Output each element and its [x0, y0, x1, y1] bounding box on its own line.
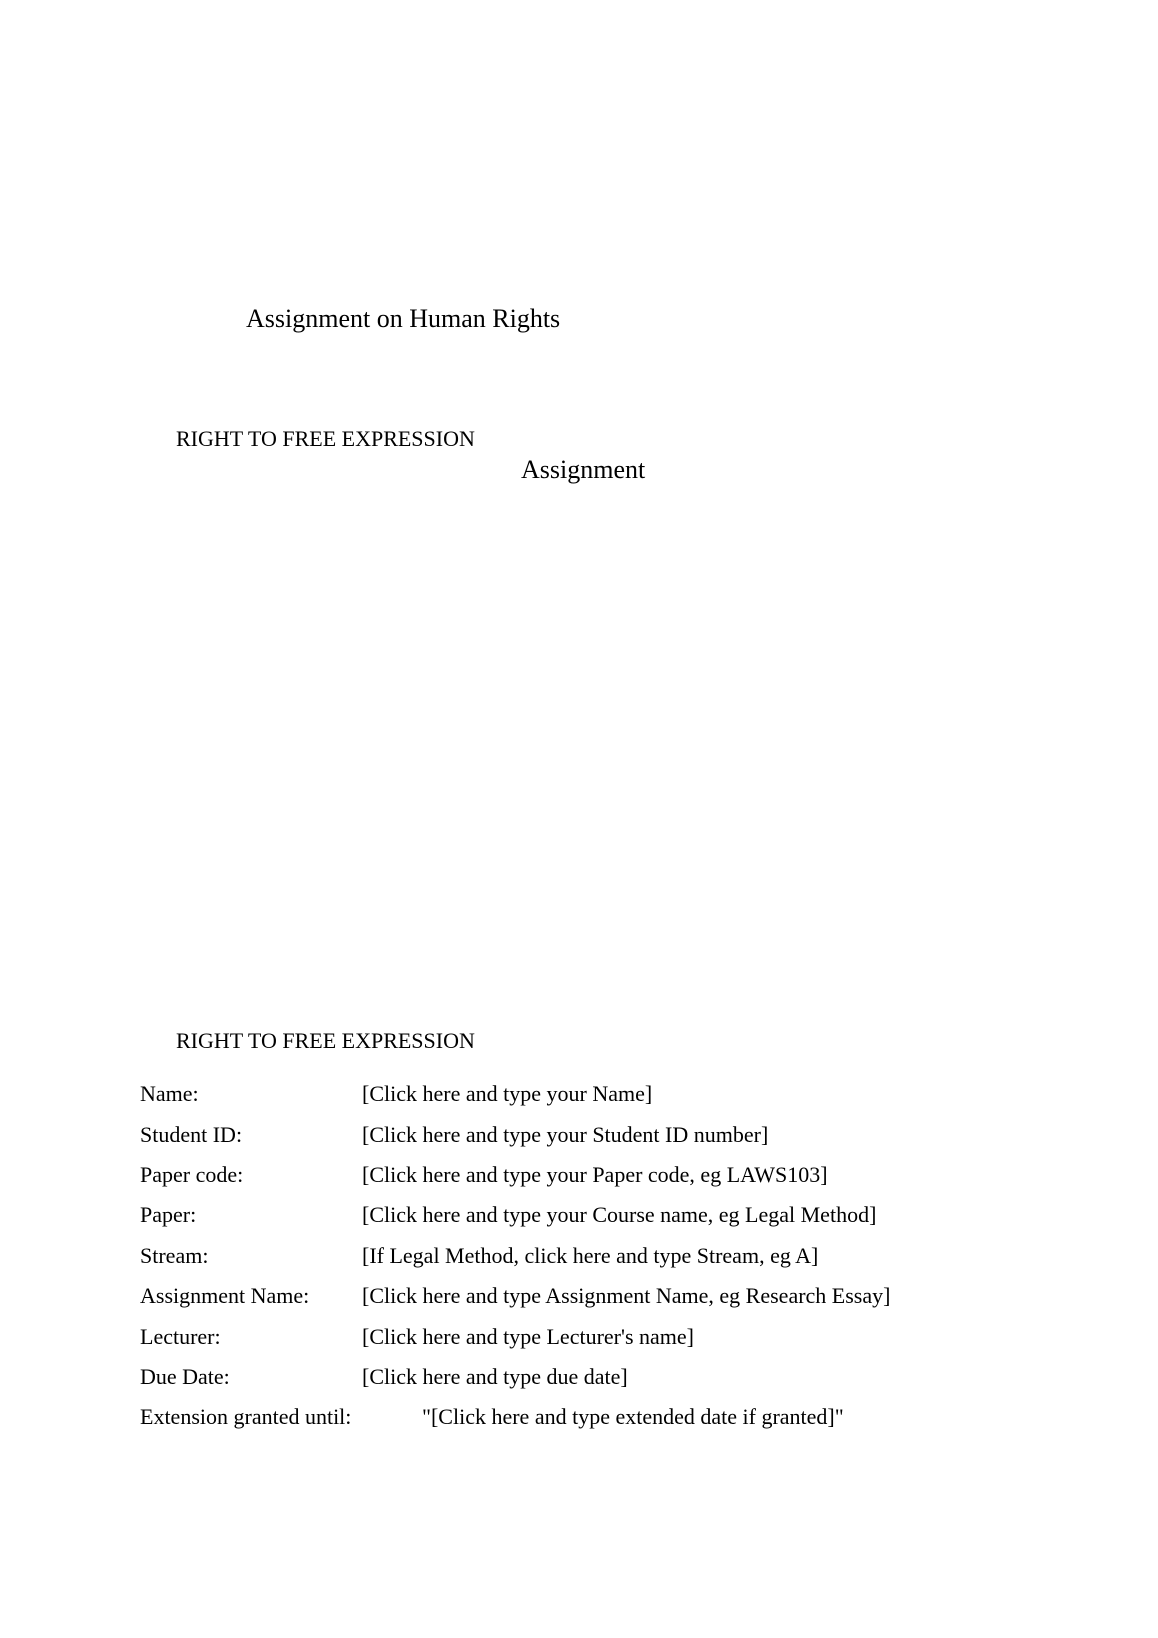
- field-label: Lecturer:: [140, 1324, 221, 1349]
- name-field[interactable]: [Click here and type your Name]: [362, 1081, 653, 1106]
- field-label: Paper:: [140, 1202, 197, 1227]
- student-id-field[interactable]: [Click here and type your Student ID number]: [362, 1122, 769, 1147]
- field-label: Extension granted until:: [140, 1404, 352, 1429]
- assignment-name-field[interactable]: [Click here and type Assignment Name, eg Research Essay]: [362, 1283, 891, 1308]
- field-label: Student ID:: [140, 1122, 243, 1147]
- field-label: Due Date:: [140, 1364, 230, 1389]
- field-label: Stream:: [140, 1243, 209, 1268]
- extension-date-field[interactable]: "[Click here and type extended date if granted]": [422, 1404, 844, 1429]
- field-label: Paper code:: [140, 1162, 244, 1187]
- field-label: Assignment Name:: [140, 1283, 310, 1308]
- stream-field[interactable]: [If Legal Method, click here and type Stream, eg A]: [362, 1243, 819, 1268]
- paper-code-field[interactable]: [Click here and type your Paper code, eg LAWS103]: [362, 1162, 828, 1187]
- paper-field[interactable]: [Click here and type your Course name, eg Legal Method]: [362, 1202, 877, 1227]
- document-title: Assignment on Human Rights: [246, 304, 561, 333]
- field-label: Name:: [140, 1081, 199, 1106]
- lecturer-field[interactable]: [Click here and type Lecturer's name]: [362, 1324, 694, 1349]
- assignment-label: Assignment: [521, 455, 646, 484]
- subtitle-bottom: RIGHT TO FREE EXPRESSION: [176, 1028, 475, 1053]
- due-date-field[interactable]: [Click here and type due date]: [362, 1364, 628, 1389]
- subtitle-top: RIGHT TO FREE EXPRESSION: [176, 426, 475, 451]
